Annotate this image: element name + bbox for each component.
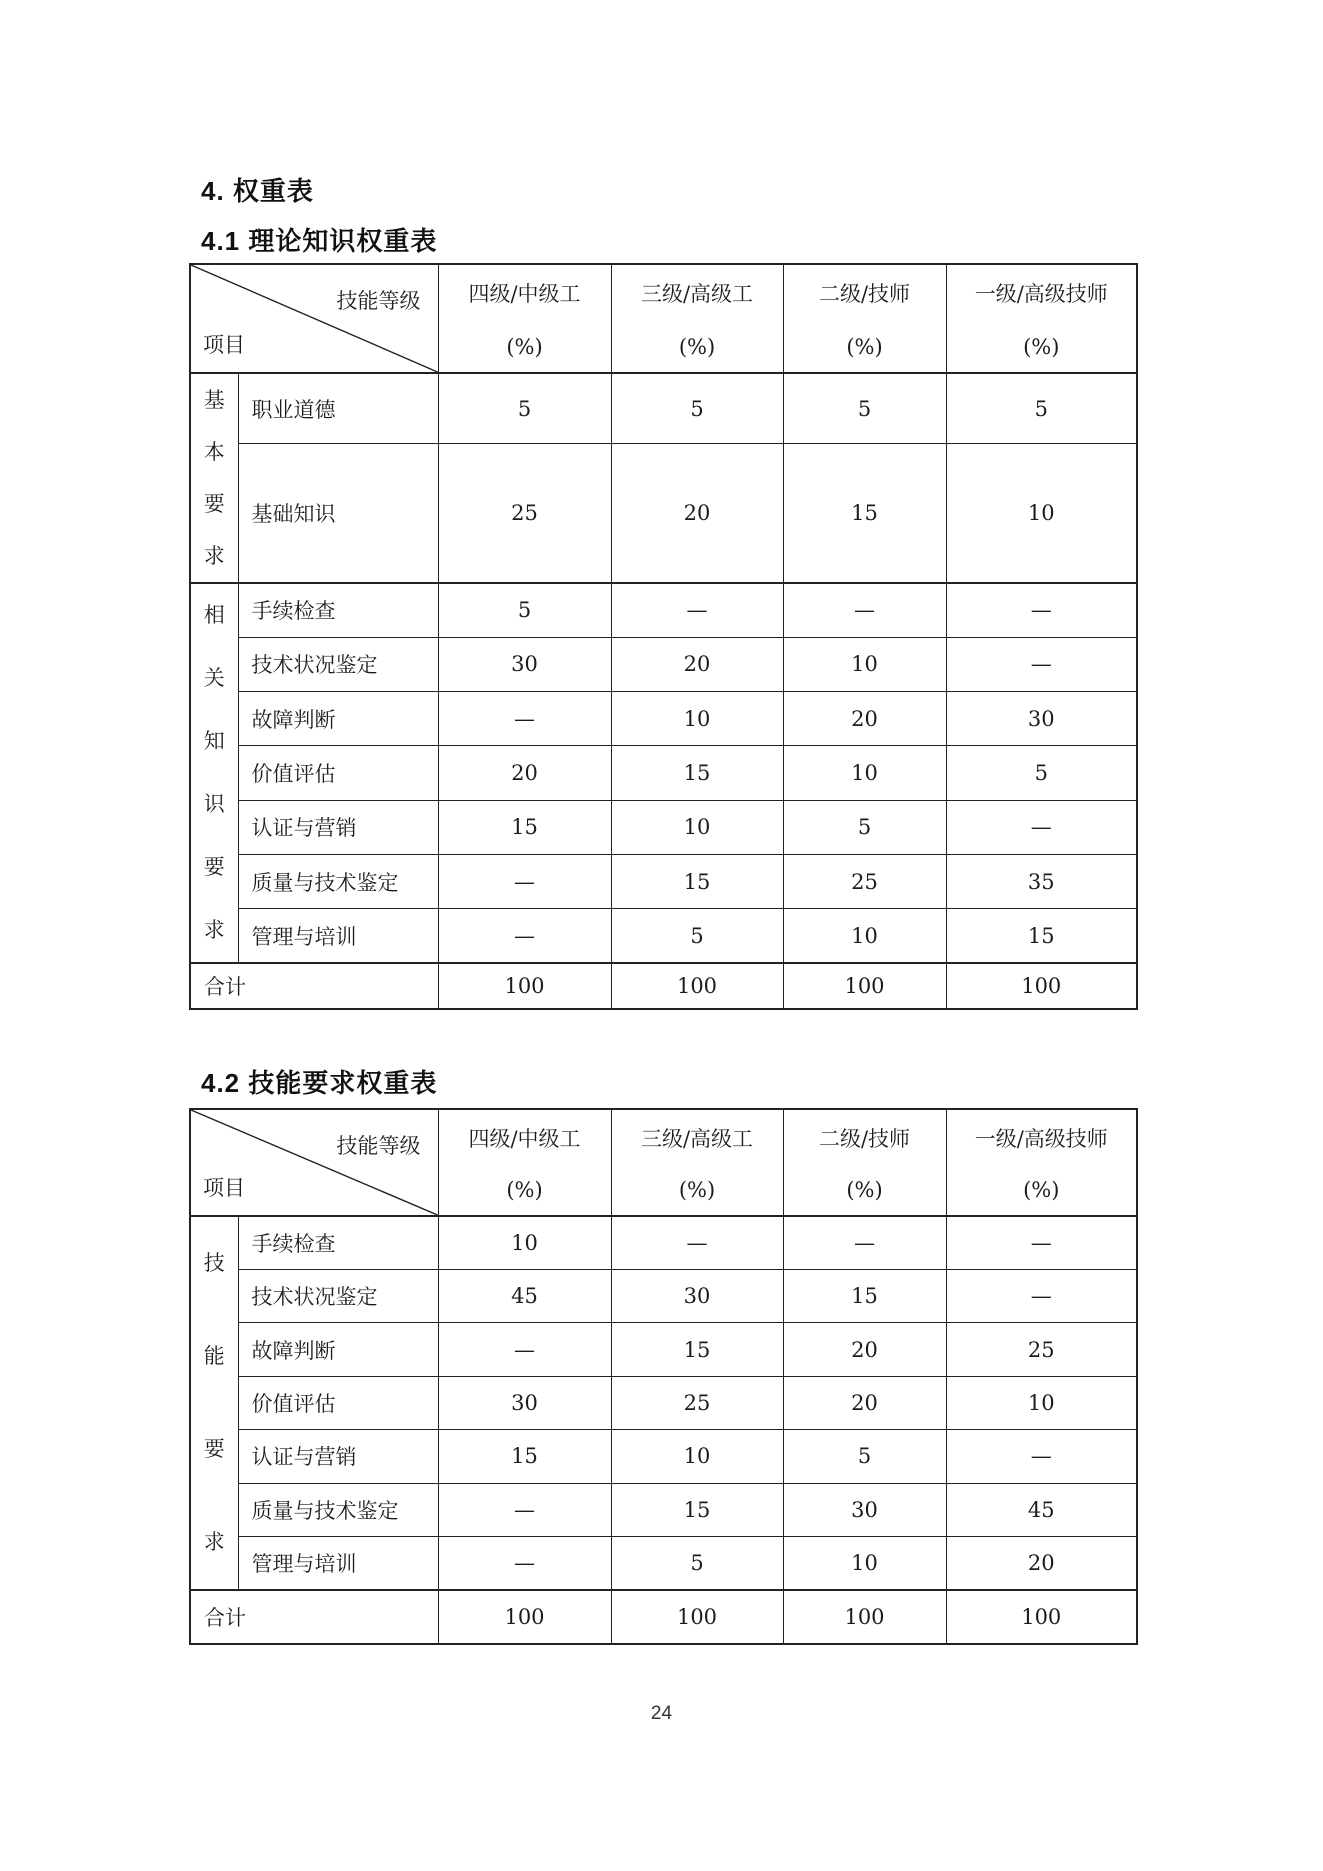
column-header: [946, 1109, 1137, 1216]
item-label: 手续检查: [238, 1216, 438, 1269]
item-label: 手续检查: [238, 583, 438, 637]
table-row: [190, 444, 1137, 583]
table-row: [190, 692, 1137, 746]
total-row: [190, 1590, 1137, 1644]
item-label: 职业道德: [238, 373, 438, 444]
weight-value: —: [783, 583, 946, 637]
group-label-cell: [190, 583, 238, 963]
weight-value: 15: [611, 746, 783, 800]
column-header: [438, 264, 611, 373]
level-name: 四级/中级工: [468, 1126, 581, 1151]
weight-value: 15: [783, 444, 946, 583]
weight-value: 25: [783, 854, 946, 908]
weight-value: 30: [438, 1376, 611, 1429]
item-label: 故障判断: [238, 1323, 438, 1376]
weight-value: —: [438, 1537, 611, 1590]
total-value: 100: [611, 963, 783, 1009]
table-row: [190, 1216, 1137, 1269]
item-label: 管理与培训: [238, 1537, 438, 1590]
weight-value: —: [946, 583, 1137, 637]
table-row: [190, 909, 1137, 963]
weight-value: 5: [611, 909, 783, 963]
total-label: 合计: [190, 1590, 438, 1644]
group-label: 技能要求: [203, 1251, 225, 1554]
weight-value: —: [946, 1216, 1137, 1269]
column-header: [783, 1109, 946, 1216]
total-value: 100: [783, 963, 946, 1009]
weight-value: 20: [783, 1376, 946, 1429]
table-row: [190, 583, 1137, 637]
level-name: 二级/技师: [818, 1126, 911, 1151]
column-header: [611, 1109, 783, 1216]
level-name: 四级/中级工: [468, 282, 581, 307]
weight-value: —: [946, 1430, 1137, 1483]
weight-value: 10: [946, 444, 1137, 583]
total-value: 100: [946, 1590, 1137, 1644]
weight-value: 25: [946, 1323, 1137, 1376]
weight-value: 5: [438, 373, 611, 444]
weight-value: 10: [611, 692, 783, 746]
total-value: 100: [611, 1590, 783, 1644]
corner-bottom-label: 项目: [203, 1176, 245, 1200]
table-row: [190, 800, 1137, 854]
level-name: 三级/高级工: [640, 282, 754, 307]
item-label: 故障判断: [238, 692, 438, 746]
item-label: 质量与技术鉴定: [238, 1483, 438, 1536]
weight-value: —: [438, 1323, 611, 1376]
weight-value: 45: [438, 1269, 611, 1322]
weight-value: —: [783, 1216, 946, 1269]
weight-value: 20: [783, 1323, 946, 1376]
section-heading: 4. 权重表: [201, 176, 314, 206]
table-row: [190, 373, 1137, 444]
table-row: [190, 854, 1137, 908]
percent-unit: (%): [846, 334, 883, 359]
theory-knowledge-weight-table: [189, 263, 1138, 1010]
weight-value: 5: [611, 373, 783, 444]
percent-unit: (%): [678, 334, 716, 359]
table-row: [190, 1430, 1137, 1483]
table-row: [190, 637, 1137, 691]
group-label: 基本要求: [203, 388, 225, 568]
total-value: 100: [783, 1590, 946, 1644]
item-label: 技术状况鉴定: [238, 1269, 438, 1322]
total-value: 100: [438, 963, 611, 1009]
weight-value: —: [611, 583, 783, 637]
weight-value: 25: [611, 1376, 783, 1429]
corner-cell: [190, 264, 438, 373]
group-label: 相关知识要求: [203, 603, 225, 942]
weight-value: 20: [783, 692, 946, 746]
item-label: 管理与培训: [238, 909, 438, 963]
weight-value: 20: [611, 444, 783, 583]
total-label: 合计: [190, 963, 438, 1009]
weight-value: 20: [611, 637, 783, 691]
weight-value: 10: [783, 909, 946, 963]
weight-value: 35: [946, 854, 1137, 908]
table-header-row: [190, 264, 1137, 373]
level-name: 一级/高级技师: [974, 282, 1108, 307]
weight-value: 15: [946, 909, 1137, 963]
weight-value: —: [946, 637, 1137, 691]
weight-value: 30: [946, 692, 1137, 746]
column-header: [783, 264, 946, 373]
weight-value: 25: [438, 444, 611, 583]
corner-cell: [190, 1109, 438, 1216]
weight-value: 5: [783, 800, 946, 854]
item-label: 技术状况鉴定: [238, 637, 438, 691]
weight-value: 5: [946, 373, 1137, 444]
item-label: 基础知识: [238, 444, 438, 583]
weight-value: 10: [946, 1376, 1137, 1429]
item-label: 质量与技术鉴定: [238, 854, 438, 908]
weight-value: 5: [438, 583, 611, 637]
weight-value: 10: [783, 1537, 946, 1590]
weight-value: 5: [611, 1537, 783, 1590]
weight-value: 45: [946, 1483, 1137, 1536]
table-row: [190, 1483, 1137, 1536]
table-row: [190, 1323, 1137, 1376]
weight-value: —: [438, 1483, 611, 1536]
item-label: 价值评估: [238, 1376, 438, 1429]
weight-value: 5: [783, 373, 946, 444]
weight-value: 10: [783, 637, 946, 691]
table-row: [190, 746, 1137, 800]
level-name: 二级/技师: [818, 282, 911, 307]
weight-value: 20: [438, 746, 611, 800]
weight-value: 5: [946, 746, 1137, 800]
table-header-row: [190, 1109, 1137, 1216]
weight-value: 10: [611, 1430, 783, 1483]
weight-value: —: [438, 692, 611, 746]
corner-bottom-label: 项目: [203, 333, 245, 357]
column-header: [946, 264, 1137, 373]
total-value: 100: [946, 963, 1137, 1009]
weight-value: 30: [611, 1269, 783, 1322]
percent-unit: (%): [846, 1178, 883, 1203]
weight-value: 10: [611, 800, 783, 854]
column-header: [611, 264, 783, 373]
percent-unit: (%): [506, 1178, 543, 1203]
column-header: [438, 1109, 611, 1216]
table-row: [190, 1537, 1137, 1590]
level-name: 一级/高级技师: [974, 1126, 1108, 1151]
corner-top-label: 技能等级: [336, 289, 421, 313]
total-value: 100: [438, 1590, 611, 1644]
weight-value: 15: [438, 800, 611, 854]
weight-value: 15: [611, 1483, 783, 1536]
weight-value: —: [438, 909, 611, 963]
table-row: [190, 1376, 1137, 1429]
percent-unit: (%): [1023, 334, 1060, 359]
skill-requirement-weight-table: [189, 1108, 1138, 1645]
percent-unit: (%): [1023, 1178, 1060, 1203]
weight-value: 10: [783, 746, 946, 800]
weight-value: —: [946, 1269, 1137, 1322]
weight-value: 30: [783, 1483, 946, 1536]
total-row: [190, 963, 1137, 1009]
weight-value: 20: [946, 1537, 1137, 1590]
table2-title: 4.2 技能要求权重表: [201, 1068, 438, 1098]
weight-value: 15: [438, 1430, 611, 1483]
level-name: 三级/高级工: [640, 1126, 754, 1151]
table1-title: 4.1 理论知识权重表: [201, 226, 438, 256]
group-label-cell: [190, 373, 238, 583]
weight-value: 30: [438, 637, 611, 691]
percent-unit: (%): [506, 334, 543, 359]
item-label: 认证与营销: [238, 1430, 438, 1483]
weight-value: 5: [783, 1430, 946, 1483]
weight-value: 10: [438, 1216, 611, 1269]
corner-top-label: 技能等级: [336, 1134, 421, 1158]
item-label: 价值评估: [238, 746, 438, 800]
weight-value: —: [611, 1216, 783, 1269]
item-label: 认证与营销: [238, 800, 438, 854]
weight-value: 15: [611, 1323, 783, 1376]
weight-value: 15: [611, 854, 783, 908]
weight-value: —: [946, 800, 1137, 854]
percent-unit: (%): [678, 1178, 716, 1203]
page-number: 24: [650, 1703, 673, 1724]
weight-value: —: [438, 854, 611, 908]
weight-value: 15: [783, 1269, 946, 1322]
group-label-cell: [190, 1216, 238, 1590]
table-row: [190, 1269, 1137, 1322]
